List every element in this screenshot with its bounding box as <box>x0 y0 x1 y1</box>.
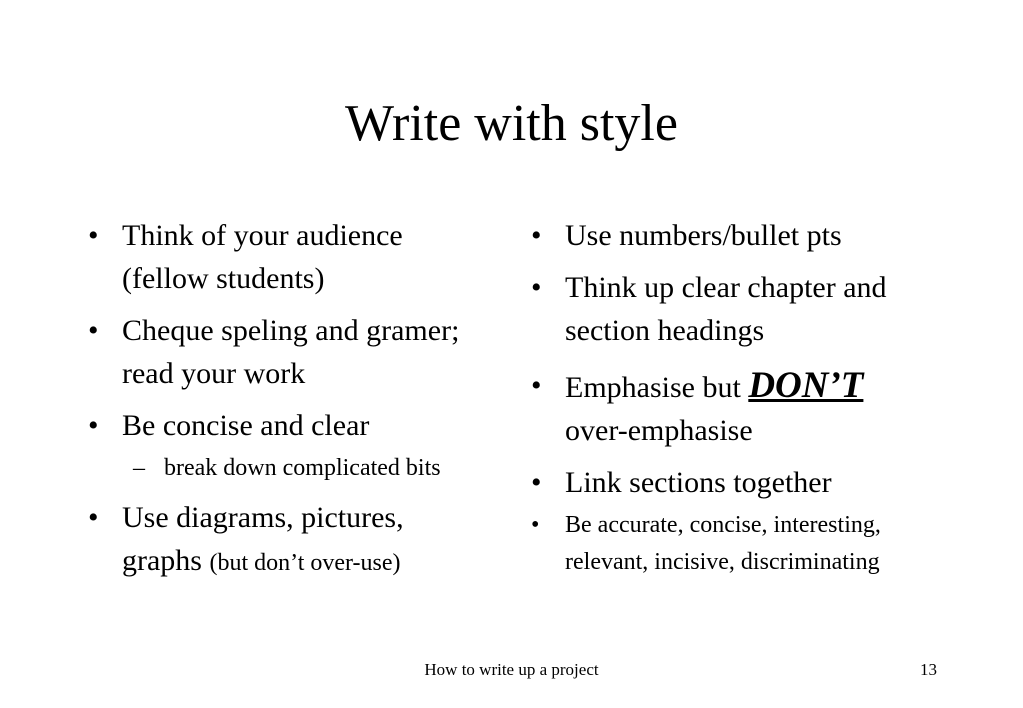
bullet-icon: • <box>531 466 542 499</box>
bullet-icon: • <box>88 314 99 347</box>
bullet-text-continued: over-emphasise <box>565 414 753 447</box>
slide-title: Write with style <box>345 95 678 152</box>
bullet-text: Emphasise but <box>565 371 741 404</box>
bullet-concise <box>88 404 488 447</box>
bullet-text: Link sections together <box>565 466 832 499</box>
page-number: 13 <box>920 660 937 679</box>
bullet-emphasise <box>531 364 951 452</box>
emphasis-text: DON’T <box>748 365 864 406</box>
bullet-text: Use diagrams, pictures, graphs <box>122 501 404 577</box>
bullet-icon: • <box>531 271 542 304</box>
bullet-numbers <box>531 214 951 257</box>
bullet-headings <box>531 266 951 352</box>
bullet-text: Cheque speling and gramer; read your work <box>122 314 460 390</box>
bullet-think-audience <box>88 214 488 300</box>
sub-bullet-text: break down complicated bits <box>164 455 441 481</box>
bullet-text: Think up clear chapter and section headings <box>565 271 887 347</box>
bullet-icon: • <box>531 369 542 402</box>
footer-title: How to write up a project <box>424 660 599 679</box>
bullet-icon: • <box>88 219 99 252</box>
bullet-diagrams <box>88 496 488 585</box>
bullet-text: Use numbers/bullet pts <box>565 219 842 252</box>
bullet-icon: • <box>88 409 99 442</box>
bullet-text: Be concise and clear <box>122 409 370 442</box>
bullet-icon: • <box>88 501 99 534</box>
dash-icon: – <box>133 455 145 481</box>
bullet-text: Be accurate, concise, interesting, relevant, incisive, discriminating <box>565 512 881 575</box>
bullet-link-sections <box>531 461 951 504</box>
bullet-note: (but don’t over-use) <box>209 550 401 576</box>
bullet-icon: • <box>531 219 542 252</box>
sub-bullet-break-down <box>88 450 488 487</box>
bullet-icon: • <box>531 512 540 538</box>
bullet-text: Think of your audience (fellow students) <box>122 219 403 295</box>
bullet-be-accurate <box>531 507 951 581</box>
bullet-spelling <box>88 309 488 395</box>
left-bullet-list <box>88 214 488 585</box>
right-bullet-list <box>531 214 951 581</box>
